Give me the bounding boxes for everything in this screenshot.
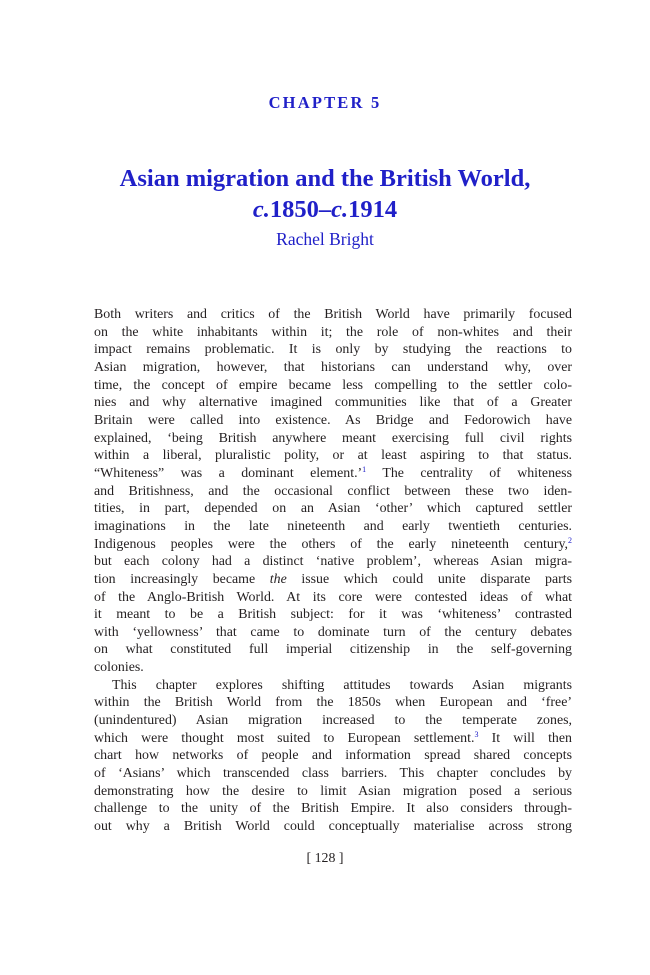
- body-line: explained, ‘being British anywhere meant exercising full civil rights: [94, 430, 572, 446]
- body-line: on what constituted full imperial citizenship in the self-governing: [94, 642, 572, 658]
- body-line: nies and why alternative imagined communities like that of a Greater: [94, 395, 572, 411]
- body-line: within the British World from the 1850s when European and ‘free’: [94, 695, 572, 711]
- body-line: chart how networks of people and information spread shared concepts: [94, 748, 572, 764]
- author-name: Rachel Bright: [276, 229, 374, 249]
- body-text: [94, 306, 572, 836]
- body-line: on the white inhabitants within it; the role of non-whites and their: [94, 324, 572, 340]
- footnote-ref[interactable]: 1: [362, 464, 367, 474]
- body-line: (unindentured) Asian migration increased to the temperate zones,: [94, 713, 572, 729]
- body-line: which were thought most suited to European settlement.$^3$ It will then: [94, 729, 572, 746]
- chapter-title-line-2: c.1850–c.1914: [252, 196, 398, 223]
- body-line: This chapter explores shifting attitudes towards Asian migrants: [112, 677, 572, 693]
- body-line: it meant to be a British subject: for it was ‘whiteness’ contrasted: [94, 607, 572, 623]
- body-line: challenge to the unity of the British Empire. It also considers through-: [94, 801, 572, 817]
- body-line: time, the concept of empire became less compelling to the settler colo-: [94, 377, 572, 393]
- body-line: with ‘yellowness’ that came to dominate turn of the century debates: [94, 624, 572, 640]
- body-line: and Britishness, and the occasional conflict between these two iden-: [94, 483, 572, 499]
- body-line: Both writers and critics of the British World have primarily focused: [94, 307, 572, 322]
- body-line: impact remains problematic. It is only by studying the reactions to: [94, 342, 572, 358]
- body-line: imaginations in the late nineteenth and early twentieth centuries.: [94, 518, 572, 534]
- body-line: out why a British World could conceptually materialise across strong: [94, 819, 572, 835]
- body-line: Britain were called into existence. As Bridge and Fedorowich have: [94, 412, 572, 428]
- body-line: Indigenous peoples were the others of the early nineteenth century,$^2$: [94, 535, 572, 552]
- chapter-title-line-1: Asian migration and the British World,: [119, 165, 531, 192]
- footnote-ref[interactable]: 3: [474, 729, 479, 739]
- chapter-label: CHAPTER 5: [268, 93, 382, 112]
- page-number: [ 128 ]: [306, 851, 344, 866]
- body-line: but each colony had a distinct ‘native problem’, whereas Asian migra-: [94, 554, 572, 570]
- body-line: within a liberal, pluralistic polity, or at least aspiring to that status.: [94, 448, 572, 464]
- body-line: tion increasingly became the issue which could unite disparate parts: [94, 571, 572, 587]
- chapter-title: [0, 163, 650, 225]
- body-line: colonies.: [94, 660, 144, 676]
- body-line: Asian migration, however, that historians can understand why, over: [94, 359, 572, 375]
- footnote-ref[interactable]: 2: [568, 535, 572, 545]
- body-line: of ‘Asians’ which transcended class barriers. This chapter concludes by: [94, 766, 572, 782]
- body-line: tities, in part, depended on an Asian ‘other’ which captured settler: [94, 501, 572, 517]
- body-line: demonstrating how the desire to limit Asian migration posed a serious: [94, 783, 572, 799]
- body-line: of the Anglo-British World. At its core were contested ideas of what: [94, 589, 572, 605]
- body-line: “Whiteness” was a dominant element.’$^1$ The centrality of whiteness: [94, 464, 572, 481]
